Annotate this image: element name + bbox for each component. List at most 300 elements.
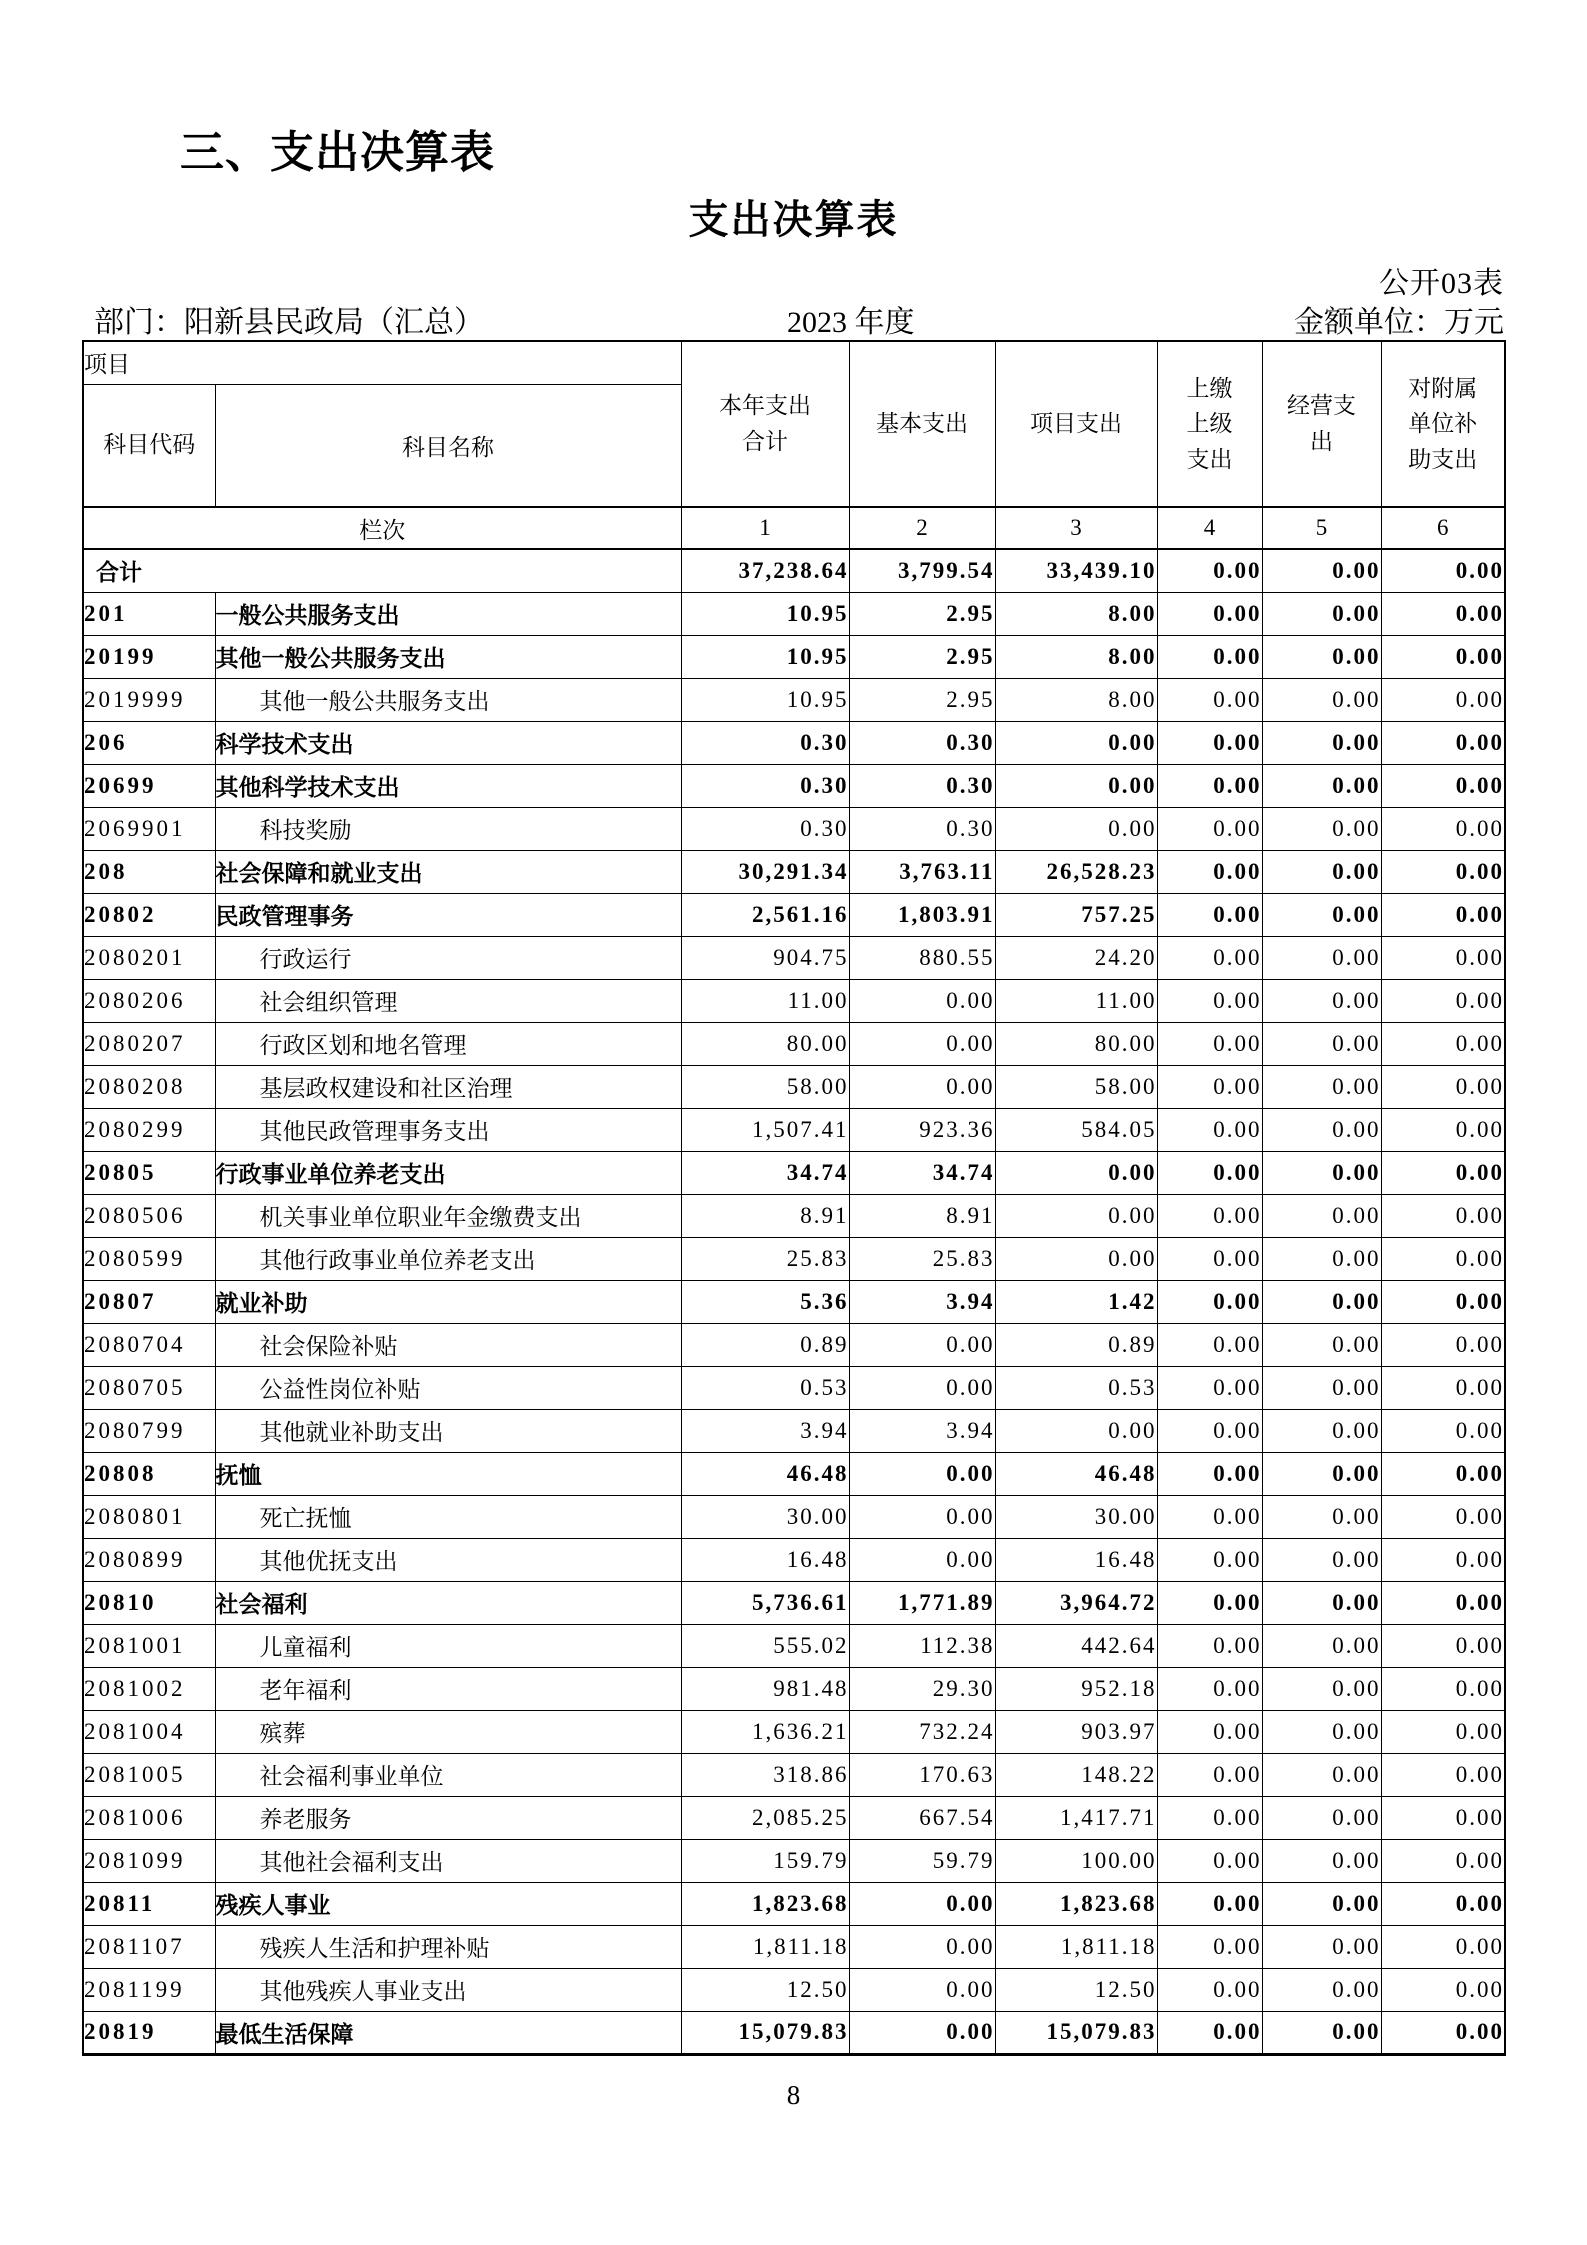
value-cell: 1,507.41 — [681, 1108, 849, 1151]
value-cell: 0.00 — [995, 764, 1157, 807]
value-cell: 0.00 — [1381, 1022, 1505, 1065]
subject-name-cell: 一般公共服务支出 — [215, 592, 681, 635]
table-row — [83, 764, 1505, 807]
value-cell: 0.00 — [1157, 678, 1262, 721]
value-cell: 0.00 — [1157, 1710, 1262, 1753]
value-cell: 5,736.61 — [681, 1581, 849, 1624]
header-basic-expenditure: 基本支出 — [849, 341, 995, 507]
subject-code-cell: 20802 — [83, 893, 215, 936]
subject-code-cell: 20810 — [83, 1581, 215, 1624]
value-cell: 0.00 — [1381, 1839, 1505, 1882]
subject-name-cell: 最低生活保障 — [215, 2011, 681, 2054]
value-cell: 29.30 — [849, 1667, 995, 1710]
header-operating-expenditure: 经营支出 — [1262, 341, 1381, 507]
value-cell: 0.00 — [1381, 936, 1505, 979]
value-cell: 0.00 — [1381, 1581, 1505, 1624]
value-cell: 0.00 — [1262, 635, 1381, 678]
value-cell: 0.00 — [1381, 1925, 1505, 1968]
value-cell: 1,823.68 — [995, 1882, 1157, 1925]
value-cell: 757.25 — [995, 893, 1157, 936]
value-cell: 112.38 — [849, 1624, 995, 1667]
subject-code-cell: 20699 — [83, 764, 215, 807]
value-cell: 16.48 — [681, 1538, 849, 1581]
value-cell: 100.00 — [995, 1839, 1157, 1882]
subject-name-cell: 民政管理事务 — [215, 893, 681, 936]
value-cell: 0.00 — [995, 1237, 1157, 1280]
header-upturned-expenditure: 上缴上级支出 — [1157, 341, 1262, 507]
value-cell: 0.00 — [1262, 1839, 1381, 1882]
subject-code-cell: 2080801 — [83, 1495, 215, 1538]
value-cell: 0.00 — [1381, 1366, 1505, 1409]
value-cell: 3,763.11 — [849, 850, 995, 893]
value-cell: 0.00 — [849, 979, 995, 1022]
value-cell: 3,964.72 — [995, 1581, 1157, 1624]
value-cell: 0.00 — [1262, 1753, 1381, 1796]
subject-name-cell: 残疾人生活和护理补贴 — [215, 1925, 681, 1968]
value-cell: 0.00 — [1262, 936, 1381, 979]
value-cell: 0.00 — [1381, 1538, 1505, 1581]
subject-name-cell: 抚恤 — [215, 1452, 681, 1495]
value-cell: 0.53 — [681, 1366, 849, 1409]
table-row — [83, 1968, 1505, 2011]
value-cell: 0.00 — [1381, 1194, 1505, 1237]
table-row — [83, 1667, 1505, 1710]
table-row — [83, 1151, 1505, 1194]
value-cell: 0.00 — [1381, 1624, 1505, 1667]
value-cell: 0.00 — [1381, 979, 1505, 1022]
value-cell: 0.00 — [1381, 549, 1505, 592]
subject-code-cell: 2080506 — [83, 1194, 215, 1237]
value-cell: 442.64 — [995, 1624, 1157, 1667]
table-row — [83, 635, 1505, 678]
subject-code-cell: 2081107 — [83, 1925, 215, 1968]
value-cell: 903.97 — [995, 1710, 1157, 1753]
value-cell: 0.00 — [1157, 1968, 1262, 2011]
subject-code-cell: 208 — [83, 850, 215, 893]
doc-label: 公开03表 — [1379, 267, 1504, 300]
value-cell: 0.00 — [1157, 1796, 1262, 1839]
subject-code-cell: 201 — [83, 592, 215, 635]
value-cell: 0.00 — [1262, 2011, 1381, 2054]
value-cell: 2.95 — [849, 592, 995, 635]
table-row — [83, 592, 1505, 635]
value-cell: 0.00 — [1157, 979, 1262, 1022]
value-cell: 0.00 — [1381, 721, 1505, 764]
value-cell: 0.89 — [995, 1323, 1157, 1366]
value-cell: 8.91 — [681, 1194, 849, 1237]
value-cell: 0.00 — [1262, 1624, 1381, 1667]
column-number-6: 6 — [1381, 507, 1505, 549]
subject-code-cell: 2080299 — [83, 1108, 215, 1151]
value-cell: 0.30 — [849, 807, 995, 850]
subject-name-cell: 儿童福利 — [215, 1624, 681, 1667]
value-cell: 0.00 — [1157, 1925, 1262, 1968]
value-cell: 0.00 — [1381, 1710, 1505, 1753]
department-label: 部门：阳新县民政局（汇总） — [94, 306, 484, 339]
value-cell: 2,085.25 — [681, 1796, 849, 1839]
value-cell: 8.00 — [995, 592, 1157, 635]
subject-code-cell: 2069901 — [83, 807, 215, 850]
value-cell: 0.00 — [1381, 1796, 1505, 1839]
value-cell: 0.00 — [995, 807, 1157, 850]
value-cell: 0.53 — [995, 1366, 1157, 1409]
value-cell: 0.00 — [1381, 1753, 1505, 1796]
value-cell: 0.00 — [1157, 764, 1262, 807]
value-cell: 0.00 — [1157, 1495, 1262, 1538]
page-number: 8 — [786, 2080, 801, 2110]
value-cell: 0.00 — [1157, 1667, 1262, 1710]
value-cell: 24.20 — [995, 936, 1157, 979]
value-cell: 0.00 — [1262, 721, 1381, 764]
column-number-3: 3 — [995, 507, 1157, 549]
value-cell: 12.50 — [995, 1968, 1157, 2011]
subject-name-cell: 残疾人事业 — [215, 1882, 681, 1925]
value-cell: 0.00 — [1262, 1065, 1381, 1108]
value-cell: 923.36 — [849, 1108, 995, 1151]
table-row — [83, 979, 1505, 1022]
value-cell: 0.00 — [1381, 592, 1505, 635]
value-cell: 318.86 — [681, 1753, 849, 1796]
value-cell: 1,811.18 — [681, 1925, 849, 1968]
value-cell: 34.74 — [849, 1151, 995, 1194]
value-cell: 0.00 — [1262, 1409, 1381, 1452]
column-number-2: 2 — [849, 507, 995, 549]
subject-name-cell: 其他就业补助支出 — [215, 1409, 681, 1452]
value-cell: 0.00 — [1157, 2011, 1262, 2054]
value-cell: 0.00 — [849, 1323, 995, 1366]
subject-code-cell: 2080899 — [83, 1538, 215, 1581]
subject-code-cell: 2081004 — [83, 1710, 215, 1753]
value-cell: 1,811.18 — [995, 1925, 1157, 1968]
value-cell: 0.00 — [1262, 1280, 1381, 1323]
value-cell: 80.00 — [995, 1022, 1157, 1065]
subject-name-cell: 行政区划和地名管理 — [215, 1022, 681, 1065]
value-cell: 15,079.83 — [995, 2011, 1157, 2054]
value-cell: 58.00 — [681, 1065, 849, 1108]
value-cell: 0.00 — [1381, 1968, 1505, 2011]
value-cell: 0.00 — [849, 1882, 995, 1925]
value-cell: 0.00 — [1157, 1753, 1262, 1796]
header-project-expenditure: 项目支出 — [995, 341, 1157, 507]
table-row — [83, 1280, 1505, 1323]
value-cell: 0.00 — [849, 1538, 995, 1581]
value-cell: 80.00 — [681, 1022, 849, 1065]
header-subject-code: 科目代码 — [83, 384, 215, 507]
value-cell: 0.00 — [1381, 1452, 1505, 1495]
value-cell: 2.95 — [849, 678, 995, 721]
value-cell: 0.00 — [1381, 1237, 1505, 1280]
column-number-5: 5 — [1262, 507, 1381, 549]
value-cell: 0.00 — [1262, 592, 1381, 635]
value-cell: 584.05 — [995, 1108, 1157, 1151]
value-cell: 0.00 — [849, 1925, 995, 1968]
value-cell: 0.00 — [1262, 1538, 1381, 1581]
subject-name-cell: 机关事业单位职业年金缴费支出 — [215, 1194, 681, 1237]
value-cell: 0.00 — [1157, 549, 1262, 592]
value-cell: 34.74 — [681, 1151, 849, 1194]
value-cell: 30.00 — [995, 1495, 1157, 1538]
value-cell: 33,439.10 — [995, 549, 1157, 592]
subject-name-cell: 公益性岗位补贴 — [215, 1366, 681, 1409]
value-cell: 0.00 — [849, 1452, 995, 1495]
value-cell: 0.00 — [1262, 1366, 1381, 1409]
value-cell: 1,636.21 — [681, 1710, 849, 1753]
value-cell: 46.48 — [681, 1452, 849, 1495]
table-row — [83, 1065, 1505, 1108]
value-cell: 0.00 — [1381, 1280, 1505, 1323]
value-cell: 0.30 — [681, 721, 849, 764]
value-cell: 2.95 — [849, 635, 995, 678]
subject-code-cell: 2081002 — [83, 1667, 215, 1710]
value-cell: 148.22 — [995, 1753, 1157, 1796]
subject-code-cell: 20805 — [83, 1151, 215, 1194]
column-index-label: 栏次 — [83, 507, 681, 549]
value-cell: 0.00 — [849, 1366, 995, 1409]
value-cell: 0.00 — [995, 1409, 1157, 1452]
table-row — [83, 1194, 1505, 1237]
table-row — [83, 893, 1505, 936]
value-cell: 15,079.83 — [681, 2011, 849, 2054]
table-meta-row — [82, 297, 1504, 339]
table-row — [83, 2011, 1505, 2054]
value-cell: 0.30 — [681, 764, 849, 807]
value-cell: 667.54 — [849, 1796, 995, 1839]
value-cell: 0.00 — [1262, 549, 1381, 592]
subject-name-cell: 行政事业单位养老支出 — [215, 1151, 681, 1194]
table-row — [83, 807, 1505, 850]
subject-name-cell: 就业补助 — [215, 1280, 681, 1323]
value-cell: 8.00 — [995, 678, 1157, 721]
subject-code-cell: 2081199 — [83, 1968, 215, 2011]
subject-name-cell: 社会福利 — [215, 1581, 681, 1624]
value-cell: 0.00 — [1381, 850, 1505, 893]
value-cell: 0.30 — [849, 764, 995, 807]
subject-name-cell: 社会组织管理 — [215, 979, 681, 1022]
subject-name-cell: 合计 — [83, 549, 681, 592]
subject-code-cell: 20199 — [83, 635, 215, 678]
value-cell: 0.00 — [1262, 1452, 1381, 1495]
value-cell: 0.00 — [1381, 1108, 1505, 1151]
value-cell: 0.00 — [849, 1022, 995, 1065]
table-row — [83, 936, 1505, 979]
value-cell: 904.75 — [681, 936, 849, 979]
value-cell: 0.00 — [1262, 807, 1381, 850]
value-cell: 30,291.34 — [681, 850, 849, 893]
value-cell: 0.00 — [1262, 979, 1381, 1022]
value-cell: 0.00 — [995, 1151, 1157, 1194]
value-cell: 0.00 — [1157, 635, 1262, 678]
value-cell: 16.48 — [995, 1538, 1157, 1581]
value-cell: 0.00 — [1157, 1108, 1262, 1151]
header-row-item — [83, 341, 1505, 384]
value-cell: 1.42 — [995, 1280, 1157, 1323]
value-cell: 3.94 — [681, 1409, 849, 1452]
subject-code-cell: 2080207 — [83, 1022, 215, 1065]
value-cell: 0.00 — [849, 2011, 995, 2054]
subject-code-cell: 2081001 — [83, 1624, 215, 1667]
value-cell: 0.00 — [849, 1968, 995, 2011]
header-subsidy-expenditure: 对附属单位补助支出 — [1381, 341, 1505, 507]
column-number-4: 4 — [1157, 507, 1262, 549]
value-cell: 0.00 — [1262, 1581, 1381, 1624]
value-cell: 1,823.68 — [681, 1882, 849, 1925]
table-row — [83, 1796, 1505, 1839]
value-cell: 11.00 — [681, 979, 849, 1022]
subject-code-cell: 2080201 — [83, 936, 215, 979]
value-cell: 0.00 — [1157, 1624, 1262, 1667]
value-cell: 0.00 — [1262, 1882, 1381, 1925]
value-cell: 3,799.54 — [849, 549, 995, 592]
subject-code-cell: 2080705 — [83, 1366, 215, 1409]
subject-name-cell: 行政运行 — [215, 936, 681, 979]
value-cell: 1,803.91 — [849, 893, 995, 936]
value-cell: 0.00 — [849, 1495, 995, 1538]
table-row — [83, 1710, 1505, 1753]
value-cell: 0.00 — [1157, 807, 1262, 850]
value-cell: 1,771.89 — [849, 1581, 995, 1624]
subject-code-cell: 2081006 — [83, 1796, 215, 1839]
table-row — [83, 1323, 1505, 1366]
value-cell: 5.36 — [681, 1280, 849, 1323]
value-cell: 0.00 — [995, 1194, 1157, 1237]
subject-code-cell: 2080208 — [83, 1065, 215, 1108]
value-cell: 0.00 — [1381, 1882, 1505, 1925]
value-cell: 0.00 — [1381, 1667, 1505, 1710]
value-cell: 0.00 — [1262, 1495, 1381, 1538]
amount-unit-label: 金额单位：万元 — [1294, 306, 1504, 339]
table-row — [83, 1538, 1505, 1581]
value-cell: 8.91 — [849, 1194, 995, 1237]
value-cell: 0.00 — [1381, 1409, 1505, 1452]
value-cell: 0.00 — [1381, 635, 1505, 678]
value-cell: 3.94 — [849, 1280, 995, 1323]
subject-code-cell: 2080704 — [83, 1323, 215, 1366]
table-row — [83, 1839, 1505, 1882]
value-cell: 0.00 — [1381, 1495, 1505, 1538]
section-title: 三、支出决算表 — [180, 128, 495, 177]
table-row — [83, 678, 1505, 721]
subject-name-cell: 社会福利事业单位 — [215, 1753, 681, 1796]
value-cell: 0.00 — [1157, 592, 1262, 635]
subject-code-cell: 2080599 — [83, 1237, 215, 1280]
header-total-expenditure: 本年支出合计 — [681, 341, 849, 507]
subject-name-cell: 老年福利 — [215, 1667, 681, 1710]
table-title: 支出决算表 — [688, 197, 899, 242]
value-cell: 30.00 — [681, 1495, 849, 1538]
subject-name-cell: 殡葬 — [215, 1710, 681, 1753]
table-row — [83, 1108, 1505, 1151]
value-cell: 25.83 — [681, 1237, 849, 1280]
value-cell: 0.00 — [1157, 1022, 1262, 1065]
subject-name-cell: 养老服务 — [215, 1796, 681, 1839]
value-cell: 0.89 — [681, 1323, 849, 1366]
value-cell: 0.00 — [1262, 1925, 1381, 1968]
value-cell: 8.00 — [995, 635, 1157, 678]
value-cell: 0.00 — [1262, 1710, 1381, 1753]
value-cell: 0.00 — [1262, 1667, 1381, 1710]
value-cell: 732.24 — [849, 1710, 995, 1753]
table-row — [83, 850, 1505, 893]
value-cell: 0.00 — [1157, 936, 1262, 979]
value-cell: 981.48 — [681, 1667, 849, 1710]
value-cell: 0.00 — [1262, 1022, 1381, 1065]
value-cell: 0.30 — [849, 721, 995, 764]
subject-name-cell: 科学技术支出 — [215, 721, 681, 764]
value-cell: 159.79 — [681, 1839, 849, 1882]
value-cell: 0.00 — [1262, 1108, 1381, 1151]
subject-code-cell: 2019999 — [83, 678, 215, 721]
value-cell: 37,238.64 — [681, 549, 849, 592]
table-row — [83, 721, 1505, 764]
table-row — [83, 549, 1505, 592]
table-row — [83, 1452, 1505, 1495]
value-cell: 0.00 — [1157, 721, 1262, 764]
value-cell: 58.00 — [995, 1065, 1157, 1108]
value-cell: 0.00 — [1381, 1323, 1505, 1366]
subject-name-cell: 社会保障和就业支出 — [215, 850, 681, 893]
value-cell: 555.02 — [681, 1624, 849, 1667]
fiscal-year-label: 2023 年度 — [787, 306, 915, 339]
header-row-column-index — [83, 507, 1505, 549]
header-subject-name: 科目名称 — [215, 384, 681, 507]
subject-name-cell: 其他民政管理事务支出 — [215, 1108, 681, 1151]
value-cell: 3.94 — [849, 1409, 995, 1452]
value-cell: 952.18 — [995, 1667, 1157, 1710]
value-cell: 0.00 — [1157, 893, 1262, 936]
value-cell: 1,417.71 — [995, 1796, 1157, 1839]
table-row — [83, 1022, 1505, 1065]
value-cell: 11.00 — [995, 979, 1157, 1022]
subject-code-cell: 2081099 — [83, 1839, 215, 1882]
value-cell: 10.95 — [681, 592, 849, 635]
value-cell: 0.00 — [1262, 850, 1381, 893]
value-cell: 0.30 — [681, 807, 849, 850]
value-cell: 0.00 — [1157, 1409, 1262, 1452]
value-cell: 0.00 — [1262, 1194, 1381, 1237]
value-cell: 12.50 — [681, 1968, 849, 2011]
subject-code-cell: 2081005 — [83, 1753, 215, 1796]
value-cell: 0.00 — [1157, 1280, 1262, 1323]
subject-name-cell: 其他一般公共服务支出 — [215, 678, 681, 721]
value-cell: 0.00 — [1262, 1968, 1381, 2011]
value-cell: 0.00 — [1157, 850, 1262, 893]
subject-code-cell: 2080799 — [83, 1409, 215, 1452]
subject-name-cell: 其他科学技术支出 — [215, 764, 681, 807]
value-cell: 0.00 — [1262, 678, 1381, 721]
value-cell: 0.00 — [1262, 893, 1381, 936]
subject-name-cell: 其他行政事业单位养老支出 — [215, 1237, 681, 1280]
value-cell: 46.48 — [995, 1452, 1157, 1495]
expenditure-table — [82, 340, 1506, 2056]
table-row — [83, 1882, 1505, 1925]
header-item-cell: 项目 — [83, 341, 681, 384]
subject-code-cell: 20811 — [83, 1882, 215, 1925]
value-cell: 0.00 — [1262, 1151, 1381, 1194]
table-row — [83, 1409, 1505, 1452]
value-cell: 0.00 — [1262, 1237, 1381, 1280]
value-cell: 59.79 — [849, 1839, 995, 1882]
subject-name-cell: 其他残疾人事业支出 — [215, 1968, 681, 2011]
subject-name-cell: 其他一般公共服务支出 — [215, 635, 681, 678]
value-cell: 0.00 — [1157, 1151, 1262, 1194]
value-cell: 0.00 — [1381, 893, 1505, 936]
value-cell: 0.00 — [1157, 1839, 1262, 1882]
value-cell: 0.00 — [1381, 1065, 1505, 1108]
table-row — [83, 1753, 1505, 1796]
subject-name-cell: 社会保险补贴 — [215, 1323, 681, 1366]
subject-code-cell: 206 — [83, 721, 215, 764]
subject-code-cell: 20819 — [83, 2011, 215, 2054]
